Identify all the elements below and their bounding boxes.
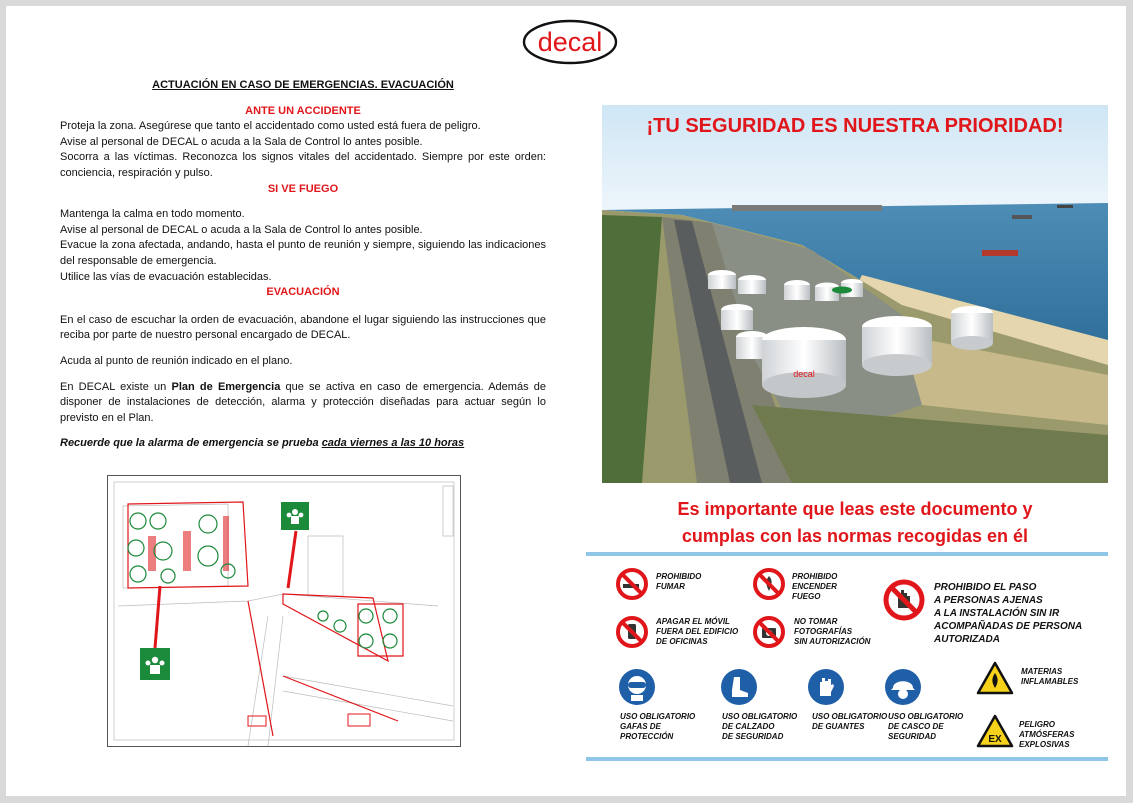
evacuation-paragraph-1: En el caso de escuchar la orden de evacuación, abandone el lugar siguiendo las instrucciones que reciba por parte de nuestro personal encargado de DECAL. bbox=[60, 313, 546, 342]
no-mobile-phone-icon bbox=[615, 615, 649, 649]
sign-phone-off: APAGAR EL MÓVIL FUERA DEL EDIFICIO DE OFICINAS bbox=[656, 617, 739, 646]
assembly-point-sign-bottom bbox=[140, 648, 170, 680]
emergency-instructions bbox=[60, 78, 546, 452]
fire-line-3: Evacue la zona afectada, andando, hasta el punto de reunión y siempre, siguiendo las indicaciones del responsable de emergencia. bbox=[60, 239, 546, 267]
document-page bbox=[6, 6, 1126, 796]
explosive-atmosphere-icon bbox=[976, 714, 1014, 748]
sign-no-fire: PROHIBIDO ENCENDER FUEGO bbox=[792, 572, 838, 601]
safety-priority-headline: ¡TU SEGURIDAD ES NUESTRA PRIORIDAD! bbox=[646, 115, 1064, 137]
fire-line-2: Avise al personal de DECAL o acuda a la Sala de Control lo antes posible. bbox=[60, 223, 423, 236]
sign-goggles: USO OBLIGATORIO GAFAS DE PROTECCIÓN bbox=[620, 712, 696, 741]
sign-no-entry: PROHIBIDO EL PASO A PERSONAS AJENAS A LA INSTALACIÓN SIN IR ACOMPAÑADAS DE PERSONA AUTORIZADA bbox=[934, 582, 1083, 645]
no-entry-hand-icon bbox=[882, 578, 926, 622]
sign-explosive: PELIGRO ATMÓSFERAS EXPLOSIVAS bbox=[1019, 720, 1075, 749]
important-notice-line-1: Es importante que leas este documento y bbox=[677, 499, 1033, 519]
important-notice-line-2: cumplas con las normas recogidas en él bbox=[681, 526, 1029, 546]
sign-gloves: USO OBLIGATORIO DE GUANTES bbox=[812, 712, 888, 731]
logo-text: decal bbox=[537, 27, 603, 57]
heading-fire: SI VE FUEGO bbox=[267, 182, 339, 195]
heading-accident: ANTE UN ACCIDENTE bbox=[245, 104, 361, 117]
accident-line-2: Avise al personal de DECAL o acuda a la Sala de Control lo antes posible. bbox=[60, 135, 423, 148]
safety-boots-icon bbox=[720, 668, 758, 706]
sign-no-smoking: PROHIBIDO FUMAR bbox=[656, 572, 702, 591]
flammable-warning-icon bbox=[976, 661, 1014, 695]
fire-line-1: Mantenga la calma en todo momento. bbox=[60, 208, 245, 221]
accident-line-1: Proteja la zona. Asegúrese que tanto el accidentado como usted está fuera de peligro. bbox=[60, 120, 481, 133]
no-photography-icon bbox=[752, 615, 786, 649]
important-notice bbox=[602, 496, 1108, 550]
sign-flammable: MATERIAS INFLAMABLES bbox=[1021, 667, 1079, 686]
accident-line-3: Socorra a las víctimas. Reconozca los signos vitales del accidentado. Siempre por este orden: conciencia, respiración y pulso. bbox=[60, 151, 546, 179]
sign-no-photos: NO TOMAR FOTOGRAFÍAS SIN AUTORIZACIÓN bbox=[794, 617, 871, 646]
evacuation-paragraph-3: En DECAL existe un Plan de Emergencia que se activa en caso de emergencia. Además de disponer de instalaciones de detección, alarma y protección diseñadas para actuar según lo previsto en el Plan. bbox=[60, 380, 546, 424]
sign-helmet: USO OBLIGATORIO DE CASCO DE SEGURIDAD bbox=[888, 712, 964, 741]
heading-evacuation: EVACUACIÓN bbox=[266, 286, 340, 299]
no-open-flame-icon bbox=[752, 567, 786, 601]
fire-line-4: Utilice las vías de evacuación establecidas. bbox=[60, 270, 272, 283]
ex-badge: EX bbox=[988, 734, 1002, 745]
assembly-point-sign-top bbox=[281, 502, 309, 530]
safety-goggles-icon bbox=[618, 668, 656, 706]
safety-gloves-icon bbox=[807, 668, 845, 706]
no-smoking-icon bbox=[615, 567, 649, 601]
safety-helmet-icon bbox=[884, 668, 922, 706]
evacuation-site-plan bbox=[107, 475, 461, 747]
alarm-test-schedule: cada viernes a las 10 horas bbox=[321, 437, 465, 450]
tank-decal-label: decal bbox=[793, 369, 815, 379]
evacuation-paragraph-2: Acuda al punto de reunión indicado en el plano. bbox=[60, 354, 293, 367]
terminal-aerial-photo bbox=[602, 105, 1108, 483]
aerial-illustration bbox=[602, 105, 1108, 483]
decal-logo bbox=[522, 19, 618, 65]
divider-top bbox=[586, 552, 1108, 556]
document-title: ACTUACIÓN EN CASO DE EMERGENCIAS. EVACUACIÓN bbox=[152, 79, 454, 91]
sign-boots: USO OBLIGATORIO DE CALZADO DE SEGURIDAD bbox=[722, 712, 798, 741]
divider-bottom bbox=[586, 757, 1108, 761]
emergency-plan-term: Plan de Emergencia bbox=[171, 380, 281, 393]
alarm-test-reminder: Recuerde que la alarma de emergencia se prueba cada viernes a las 10 horas bbox=[60, 437, 465, 450]
